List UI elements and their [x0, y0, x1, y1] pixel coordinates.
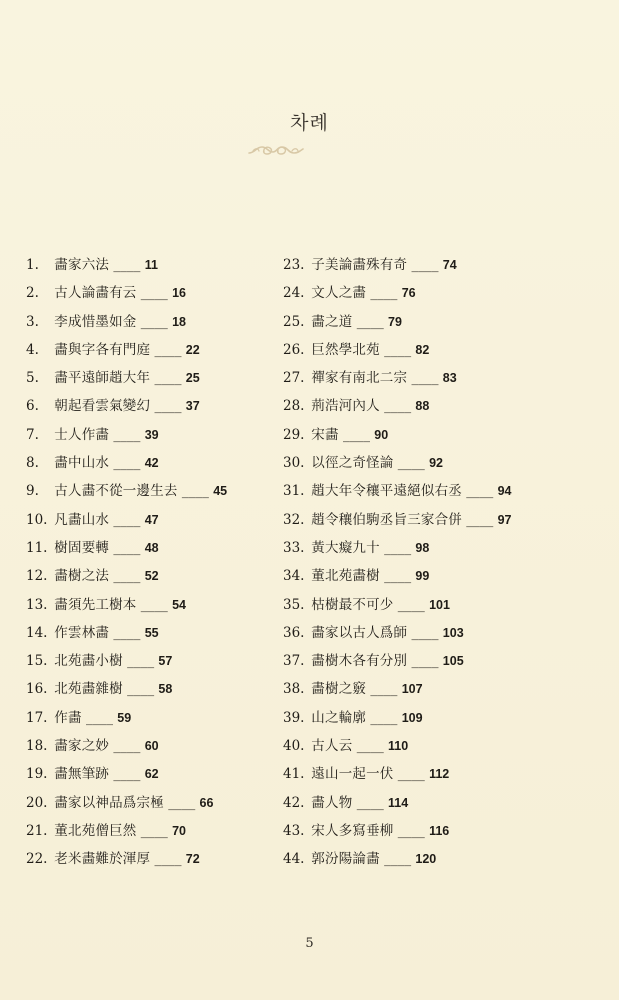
toc-title: 畵家以神品爲宗極: [54, 794, 164, 811]
toc-item: 5. 畵平遠師趙大年 ____ 25: [26, 364, 296, 392]
toc-page-number: 98: [415, 540, 430, 555]
toc-title: 黃大癡九十: [311, 539, 380, 556]
toc-number: 38.: [283, 681, 305, 698]
toc-item: 13. 畵須先工樹本 ____ 54: [26, 591, 296, 619]
toc-page-number: 11: [144, 258, 158, 272]
toc-item: 32. 趙令穰伯駒丞旨三家合併 ____ 97: [283, 506, 553, 534]
toc-page-number: 22: [185, 342, 200, 357]
toc-number: 8.: [26, 455, 39, 472]
toc-number: 9.: [26, 483, 39, 500]
toc-number: 39.: [283, 709, 305, 726]
toc-item: 31. 趙大年令穰平遠絕似右丞 ____ 94: [283, 477, 553, 505]
toc-title: 宋人多寫垂柳: [311, 822, 394, 839]
toc-page-number: 103: [442, 625, 464, 640]
toc-number: 34.: [283, 568, 305, 585]
toc-number: 21.: [26, 822, 48, 839]
toc-page-number: 58: [158, 682, 173, 697]
toc-title: 董北苑僧巨然: [54, 822, 137, 839]
toc-page-number: 109: [401, 710, 423, 725]
toc-page-number: 114: [388, 795, 409, 810]
toc-item: 26. 巨然學北苑 ____ 82: [283, 336, 553, 364]
toc-item: 1. 畵家六法 ____ 11: [26, 251, 296, 279]
toc-item: 30. 以徑之奇怪論 ____ 92: [283, 449, 553, 477]
toc-title: 畵家之妙: [54, 738, 110, 755]
toc-number: 5.: [26, 370, 39, 387]
toc-right-column: [283, 251, 553, 874]
toc-number: 15.: [26, 653, 48, 670]
toc-item: 25. 畵之道 ____ 79: [283, 308, 553, 336]
toc-number: 24.: [283, 285, 305, 302]
toc-number: 18.: [26, 738, 48, 755]
toc-page-number: 48: [144, 540, 159, 555]
toc-page-number: 47: [144, 512, 159, 527]
toc-page-number: 101: [429, 597, 450, 612]
toc-page-number: 16: [172, 286, 186, 301]
toc-item: 21. 董北苑僧巨然 ____ 70: [26, 817, 296, 845]
toc-number: 29.: [283, 426, 305, 443]
toc-item: 37. 畵樹木各有分別 ____ 105: [283, 647, 553, 675]
toc-number: 10.: [26, 511, 48, 528]
toc-title: 畵家以古人爲師: [311, 624, 408, 641]
toc-title: 作畵: [54, 709, 82, 726]
toc-number: 3.: [26, 313, 39, 330]
toc-number: 12.: [26, 568, 48, 585]
toc-item: 2. 古人論畵有云 ____ 16: [26, 279, 296, 307]
toc-number: 4.: [26, 341, 39, 358]
toc-item: 16. 北苑畵雜樹 ____ 58: [26, 675, 296, 703]
toc-title: 北苑畵雜樹: [54, 681, 123, 698]
toc-item: 34. 董北苑畵樹 ____ 99: [283, 562, 553, 590]
toc-item: 40. 古人云 ____ 110: [283, 732, 553, 760]
toc-page-number: 88: [415, 399, 430, 414]
toc-page-number: 90: [374, 427, 389, 442]
toc-number: 22.: [26, 851, 48, 868]
toc-title: 山之輪廓: [311, 709, 367, 726]
toc-item: 17. 作畵 ____ 59: [26, 704, 296, 732]
toc-page-number: 42: [144, 456, 159, 471]
toc-title: 枯樹最不可少: [311, 596, 394, 613]
toc-title: 畵家六法: [54, 257, 110, 273]
toc-page-number: 37: [185, 399, 200, 414]
toc-title: 李成惜墨如金: [54, 313, 137, 330]
toc-item: 8. 畵中山水 ____ 42: [26, 449, 296, 477]
toc-item: 43. 宋人多寫垂柳 ____ 116: [283, 817, 553, 845]
toc-number: 1.: [26, 257, 39, 273]
toc-number: 14.: [26, 624, 48, 641]
toc-title: 古人云: [311, 738, 353, 755]
toc-title: 畵之道: [311, 313, 353, 330]
toc-page-number: 72: [185, 852, 200, 867]
toc-title: 畵樹之竅: [311, 681, 367, 698]
toc-item: 20. 畵家以神品爲宗極 ____ 66: [26, 789, 296, 817]
toc-item: 9. 古人畵不從一邊生去 ____ 45: [26, 477, 296, 505]
toc-item: 35. 枯樹最不可少 ____ 101: [283, 591, 553, 619]
toc-number: 37.: [283, 653, 305, 670]
toc-title: 畵樹木各有分別: [311, 653, 408, 670]
toc-page-number: 18: [172, 314, 186, 329]
toc-page-number: 94: [497, 484, 512, 499]
toc-page-number: 110: [388, 739, 409, 754]
toc-page-number: 55: [144, 625, 159, 640]
toc-page-number: 39: [144, 427, 159, 442]
toc-page-number: 112: [429, 767, 450, 782]
cloud-scroll-icon: [245, 139, 307, 161]
toc-title: 作雲林畵: [54, 624, 110, 641]
toc-number: 13.: [26, 596, 48, 613]
toc-page-number: 70: [172, 823, 186, 838]
toc-item: 42. 畵人物 ____ 114: [283, 789, 553, 817]
toc-page-number: 92: [429, 456, 443, 471]
toc-title: 畵無筆跡: [54, 766, 110, 783]
toc-title: 畵須先工樹本: [54, 596, 137, 613]
toc-number: 25.: [283, 313, 305, 330]
toc-title: 趙令穰伯駒丞旨三家合併: [311, 511, 462, 528]
contents-heading: 차례: [290, 112, 329, 134]
toc-item: 29. 宋畵 ____ 90: [283, 421, 553, 449]
toc-item: 44. 郭汾陽論畵 ____ 120: [283, 845, 553, 873]
toc-item: 24. 文人之畵 ____ 76: [283, 279, 553, 307]
toc-title: 畵平遠師趙大年: [54, 370, 151, 387]
toc-item: 18. 畵家之妙 ____ 60: [26, 732, 296, 760]
toc-item: 3. 李成惜墨如金 ____ 18: [26, 308, 296, 336]
toc-item: 39. 山之輪廓 ____ 109: [283, 704, 553, 732]
toc-number: 16.: [26, 681, 48, 698]
toc-number: 31.: [283, 483, 305, 500]
toc-page-number: 57: [158, 654, 173, 669]
toc-item: 22. 老米畵難於渾厚 ____ 72: [26, 845, 296, 873]
toc-number: 23.: [283, 257, 305, 273]
toc-item: 15. 北苑畵小樹 ____ 57: [26, 647, 296, 675]
toc-number: 27.: [283, 370, 305, 387]
toc-number: 19.: [26, 766, 48, 783]
toc-number: 2.: [26, 285, 39, 302]
toc-item: 41. 遠山一起一伏 ____ 112: [283, 760, 553, 788]
toc-title: 畵樹之法: [54, 568, 110, 585]
toc-number: 36.: [283, 624, 305, 641]
toc-title: 樹固要轉: [54, 539, 110, 556]
toc-title: 士人作畵: [54, 426, 110, 443]
toc-item: 27. 禪家有南北二宗 ____ 83: [283, 364, 553, 392]
toc-item: 7. 士人作畵 ____ 39: [26, 421, 296, 449]
toc-title: 凡畵山水: [54, 511, 110, 528]
toc-title: 宋畵: [311, 426, 339, 443]
toc-number: 11.: [26, 539, 48, 556]
toc-page-number: 83: [442, 371, 457, 386]
toc-number: 20.: [26, 794, 48, 811]
toc-title: 畵人物: [311, 794, 353, 811]
toc-title: 巨然學北苑: [311, 341, 380, 358]
toc-page-number: 62: [144, 767, 159, 782]
toc-title: 子美論畵殊有奇: [311, 257, 408, 273]
toc-title: 古人論畵有云: [54, 285, 137, 302]
toc-title: 古人畵不從一邊生去: [54, 483, 178, 500]
toc-title: 畵與字各有門庭: [54, 341, 151, 358]
toc-title: 文人之畵: [311, 285, 367, 302]
toc-number: 32.: [283, 511, 305, 528]
toc-page-number: 99: [415, 569, 430, 584]
toc-title: 畵中山水: [54, 455, 110, 472]
toc-title: 遠山一起一伏: [311, 766, 394, 783]
toc-page-number: 54: [172, 597, 186, 612]
toc-number: 35.: [283, 596, 305, 613]
toc-page-number: 74: [442, 258, 457, 272]
toc-item: 10. 凡畵山水 ____ 47: [26, 506, 296, 534]
toc-number: 40.: [283, 738, 305, 755]
toc-page-number: 25: [185, 371, 200, 386]
toc-page-number: 52: [144, 569, 159, 584]
toc-page-number: 97: [497, 512, 512, 527]
toc-item: 6. 朝起看雲氣變幻 ____ 37: [26, 392, 296, 420]
toc-left-column: [26, 251, 296, 874]
toc-title: 老米畵難於渾厚: [54, 851, 151, 868]
toc-page-number: 60: [144, 739, 159, 754]
toc-title: 北苑畵小樹: [54, 653, 123, 670]
toc-page-number: 66: [199, 795, 214, 810]
toc-item: 11. 樹固要轉 ____ 48: [26, 534, 296, 562]
toc-number: 17.: [26, 709, 48, 726]
toc-page-number: 116: [429, 823, 450, 838]
toc-number: 30.: [283, 455, 305, 472]
toc-page-number: 107: [401, 682, 423, 697]
toc-number: 6.: [26, 398, 39, 415]
toc-item: 19. 畵無筆跡 ____ 62: [26, 760, 296, 788]
toc-page-number: 82: [415, 342, 430, 357]
toc-item: 4. 畵與字各有門庭 ____ 22: [26, 336, 296, 364]
toc-number: 43.: [283, 822, 305, 839]
page-number: 5: [305, 936, 314, 951]
toc-title: 郭汾陽論畵: [311, 851, 380, 868]
toc-page-number: 79: [388, 314, 402, 329]
toc-page-number: 120: [415, 852, 437, 867]
toc-number: 28.: [283, 398, 305, 415]
toc-page-number: 45: [213, 484, 228, 499]
toc-item: 38. 畵樹之竅 ____ 107: [283, 675, 553, 703]
toc-item: 12. 畵樹之法 ____ 52: [26, 562, 296, 590]
toc-title: 董北苑畵樹: [311, 568, 380, 585]
toc-page-number: 76: [401, 286, 416, 301]
toc-page-number: 59: [117, 710, 132, 725]
toc-number: 42.: [283, 794, 305, 811]
toc-item: 28. 荊浩河內人 ____ 88: [283, 392, 553, 420]
toc-number: 7.: [26, 426, 39, 443]
toc-title: 以徑之奇怪論: [311, 455, 394, 472]
toc-number: 26.: [283, 341, 305, 358]
toc-page-number: 105: [442, 654, 464, 669]
toc-number: 41.: [283, 766, 305, 783]
toc-item: 23. 子美論畵殊有奇 ____ 74: [283, 251, 553, 279]
toc-item: 36. 畵家以古人爲師 ____ 103: [283, 619, 553, 647]
toc-number: 33.: [283, 539, 305, 556]
toc-title: 禪家有南北二宗: [311, 370, 408, 387]
toc-item: 33. 黃大癡九十 ____ 98: [283, 534, 553, 562]
toc-title: 朝起看雲氣變幻: [54, 398, 151, 415]
toc-title: 趙大年令穰平遠絕似右丞: [311, 483, 462, 500]
toc-item: 14. 作雲林畵 ____ 55: [26, 619, 296, 647]
toc-title: 荊浩河內人: [311, 398, 380, 415]
toc-number: 44.: [283, 851, 305, 868]
